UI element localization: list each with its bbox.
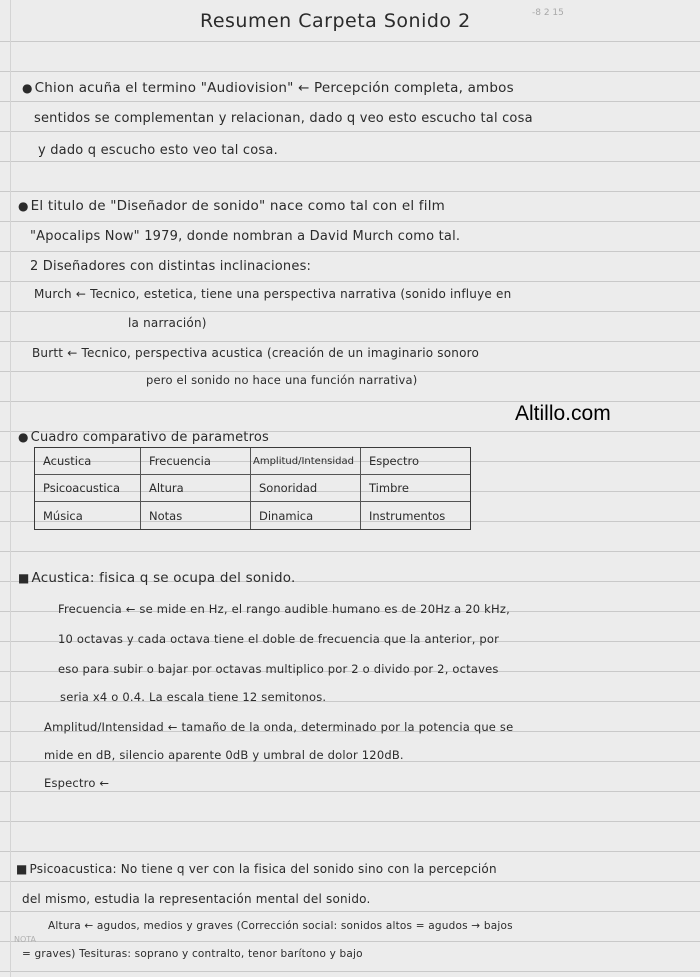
- table-cell: Sonoridad: [251, 475, 361, 502]
- watermark: Altillo.com: [515, 402, 611, 425]
- audiovision-line-2: sentidos se complementan y relacionan, dado q veo esto escucho tal cosa: [34, 111, 533, 126]
- acustica-line-1: ■ Acustica: fisica q se ocupa del sonido.: [18, 570, 296, 586]
- psicoacustica-line-2: del mismo, estudia la representación mental del sonido.: [22, 892, 371, 906]
- audiovision-line-3: y dado q escucho esto veo tal cosa.: [38, 143, 278, 158]
- margin-line: [10, 0, 11, 977]
- table-cell: Instrumentos: [369, 508, 446, 523]
- acustica-line-5: seria x4 o 0.4. La escala tiene 12 semitonos.: [60, 690, 327, 704]
- page-title: Resumen Carpeta Sonido 2: [200, 10, 471, 32]
- disenador-line-7: pero el sonido no hace una función narrativa): [146, 373, 418, 387]
- acustica-line-2: Frecuencia ← se mide en Hz, el rango audible humano es de 20Hz a 20 kHz,: [58, 602, 510, 616]
- disenador-line-2: "Apocalips Now" 1979, donde nombran a David Murch como tal.: [30, 229, 461, 244]
- acustica-line-3: 10 octavas y cada octava tiene el doble de frecuencia que la anterior, por: [58, 632, 500, 646]
- table-cell: Psicoacustica: [35, 475, 141, 502]
- disenador-line-5: la narración): [128, 316, 207, 330]
- table-cell: Dinamica: [251, 502, 361, 529]
- table-cell: Amplitud/Intensidad: [251, 448, 361, 475]
- bullet-icon: ●: [18, 199, 29, 213]
- bullet-icon: ■: [16, 862, 28, 876]
- acustica-line-7: mide en dB, silencio aparente 0dB y umbral de dolor 120dB.: [44, 748, 404, 762]
- table-cell: Música: [35, 502, 141, 529]
- acustica-line-6: Amplitud/Intensidad ← tamaño de la onda, determinado por la potencia que se: [44, 720, 514, 734]
- psicoacustica-line-3: Altura ← agudos, medios y graves (Corrección social: sonidos altos = agudos → bajos: [48, 920, 513, 932]
- table-cell: Timbre: [361, 475, 470, 502]
- table-cell: Acustica: [35, 448, 141, 475]
- table-cell: Notas: [141, 502, 251, 529]
- disenador-line-6: Burtt ← Tecnico, perspectiva acustica (creación de un imaginario sonoro: [32, 346, 480, 360]
- audiovision-line-1: ● Chion acuña el termino "Audiovision" ← Percepción completa, ambos: [22, 80, 514, 96]
- footer-mark: NOTA: [14, 935, 37, 944]
- bullet-icon: ■: [18, 571, 30, 585]
- disenador-line-4: Murch ← Tecnico, estetica, tiene una perspectiva narrativa (sonido influye en: [34, 287, 512, 301]
- comparison-table: [34, 447, 471, 530]
- cuadro-heading: ● Cuadro comparativo de parametros: [18, 430, 269, 445]
- psicoacustica-line-1: ■ Psicoacustica: No tiene q ver con la fisica del sonido sino con la percepción: [16, 862, 497, 876]
- page-stamp: -8 2 15: [532, 8, 564, 18]
- bullet-icon: ●: [22, 81, 33, 95]
- table-cell: Espectro: [361, 448, 470, 475]
- table-cell: Frecuencia: [141, 448, 251, 475]
- disenador-line-1: ● El titulo de "Diseñador de sonido" nace como tal con el film: [18, 198, 446, 214]
- acustica-line-4: eso para subir o bajar por octavas multiplico por 2 o divido por 2, octaves: [58, 662, 499, 676]
- bullet-icon: ●: [18, 430, 29, 444]
- disenador-line-3: 2 Diseñadores con distintas inclinaciones:: [30, 259, 312, 274]
- psicoacustica-line-4: = graves) Tesituras: soprano y contralto, tenor barítono y bajo: [22, 948, 363, 960]
- table-cell: Altura: [141, 475, 251, 502]
- acustica-line-8: Espectro ←: [44, 776, 110, 790]
